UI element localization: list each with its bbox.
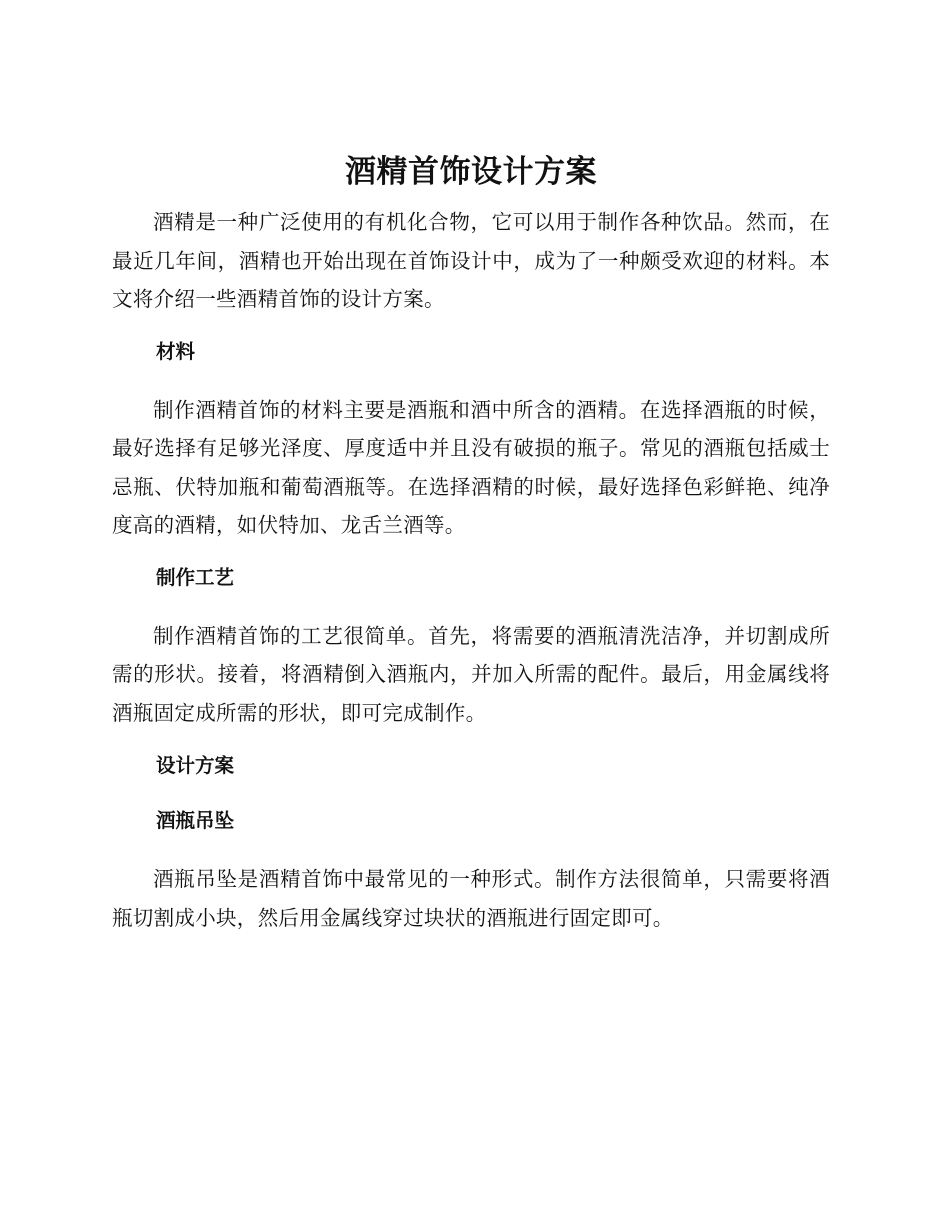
section-body-bottle-pendant: 酒瓶吊坠是酒精首饰中最常见的一种形式。制作方法很简单，只需要将酒瓶切割成小块，然后用金属线穿过块状的酒瓶进行固定即可。: [112, 867, 830, 930]
section-heading-craft: 制作工艺: [156, 565, 235, 589]
section-heading-bottle-pendant: 酒瓶吊坠: [156, 809, 235, 832]
document-title: 酒精首饰设计方案: [345, 154, 597, 190]
intro-paragraph: 酒精是一种广泛使用的有机化合物，它可以用于制作各种饮品。然而，在最近几年间，酒精也开始出现在首饰设计中，成为了一种颇受欢迎的材料。本文将介绍一些酒精首饰的设计方案。: [112, 210, 830, 311]
section-body-craft: 制作酒精首饰的工艺很简单。首先，将需要的酒瓶清洗洁净，并切割成所需的形状。接着，将酒精倒入酒瓶内，并加入所需的配件。最后，用金属线将酒瓶固定成所需的形状，即可完成制作。: [112, 623, 830, 725]
section-body-materials: 制作酒精首饰的材料主要是酒瓶和酒中所含的酒精。在选择酒瓶的时候，最好选择有足够光泽度、厚度适中并且没有破损的瓶子。常见的酒瓶包括威士忌瓶、伏特加瓶和葡萄酒瓶等。在选择酒精的时候，最好选择色彩鲜艳、纯净度高的酒精，如伏特加、龙舌兰酒等。: [112, 397, 830, 537]
document-page: [112, 150, 830, 937]
section-heading-materials: 材料: [156, 339, 196, 363]
section-heading-design-plans: 设计方案: [156, 754, 235, 777]
